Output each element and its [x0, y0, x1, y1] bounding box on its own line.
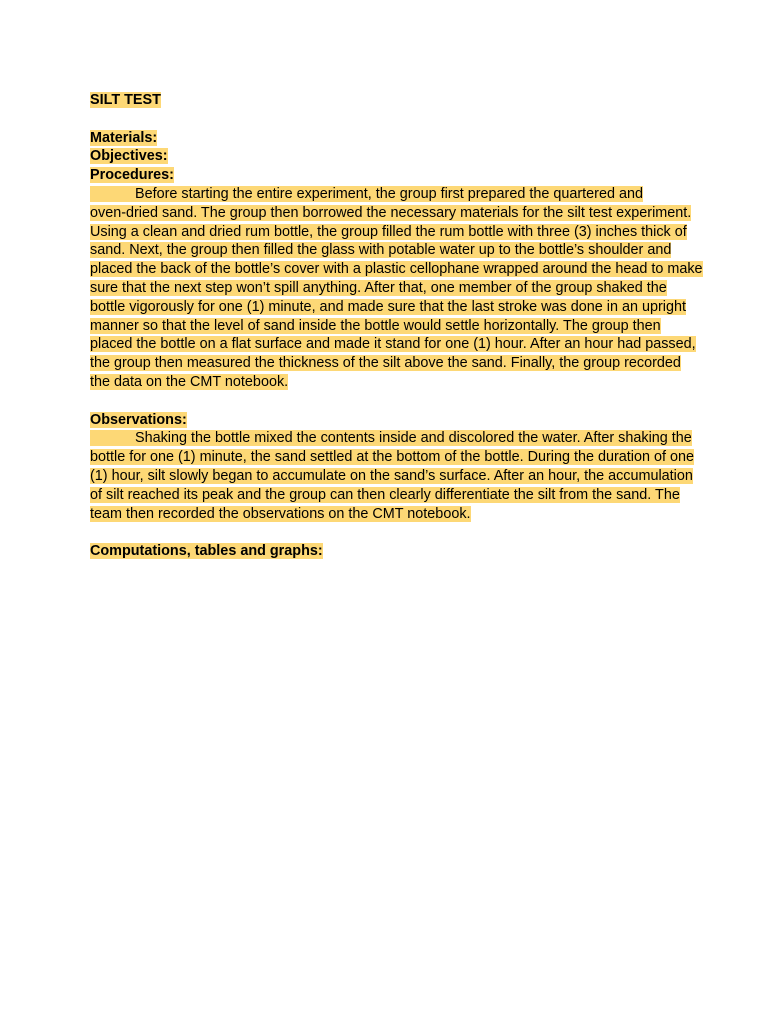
spacer [90, 392, 690, 411]
procedures-paragraph [90, 185, 703, 392]
procedures-line-4: placed the back of the bottle’s cover with a plastic cellophane wrapped around the head to make [90, 261, 703, 278]
procedures-line-5: sure that the next step won’t spill anything. After that, one member of the group shaked the [90, 279, 667, 296]
observations-line-3: of silt reached its peak and the group can then clearly differentiate the silt from the sand. The [90, 486, 680, 503]
objectives-heading: Objectives: [90, 148, 168, 165]
observations-line-0: Shaking the bottle mixed the contents inside and discolored the water. After shaking the [90, 429, 690, 448]
materials-heading: Materials: [90, 129, 158, 146]
procedures-line-7: manner so that the level of sand inside the bottle would settle horizontally. The group then [90, 317, 661, 334]
procedures-line-2: Using a clean and dried rum bottle, the group filled the rum bottle with three (3) inches thick of [90, 223, 687, 240]
spacer [90, 110, 690, 129]
observations-line [90, 411, 690, 430]
computations-line [90, 542, 690, 561]
observations-line-4: team then recorded the observations on the CMT notebook. [90, 505, 471, 522]
materials-line [90, 129, 690, 148]
objectives-line [90, 147, 690, 166]
observations-heading: Observations: [90, 411, 187, 428]
procedures-line [90, 166, 690, 185]
observations-line-1: bottle for one (1) minute, the sand settled at the bottom of the bottle. During the duration of one [90, 449, 694, 466]
procedures-line-1: oven-dried sand. The group then borrowed the necessary materials for the silt test experiment. [90, 204, 692, 221]
procedures-line-9: the group then measured the thickness of the silt above the sand. Finally, the group recorded [90, 355, 681, 372]
procedures-line-6: bottle vigorously for one (1) minute, and made sure that the last stroke was done in an upright [90, 298, 686, 315]
spacer [90, 523, 690, 542]
document-page [90, 91, 703, 561]
doc-title-line [90, 91, 690, 110]
procedures-line-3: sand. Next, the group then filled the glass with potable water up to the bottle’s shoulder and [90, 242, 672, 259]
observations-line-2: (1) hour, silt slowly began to accumulate on the sand’s surface. After an hour, the accumulation [90, 467, 693, 484]
observations-paragraph [90, 429, 694, 523]
procedures-line-10: the data on the CMT notebook. [90, 373, 289, 390]
doc-title: SILT TEST [90, 92, 161, 108]
procedures-line-0: Before starting the entire experiment, the group first prepared the quartered and [90, 185, 690, 204]
procedures-line-8: placed the bottle on a flat surface and made it stand for one (1) hour. After an hour had passed, [90, 336, 696, 353]
computations-heading: Computations, tables and graphs: [90, 543, 323, 560]
procedures-heading: Procedures: [90, 167, 174, 184]
